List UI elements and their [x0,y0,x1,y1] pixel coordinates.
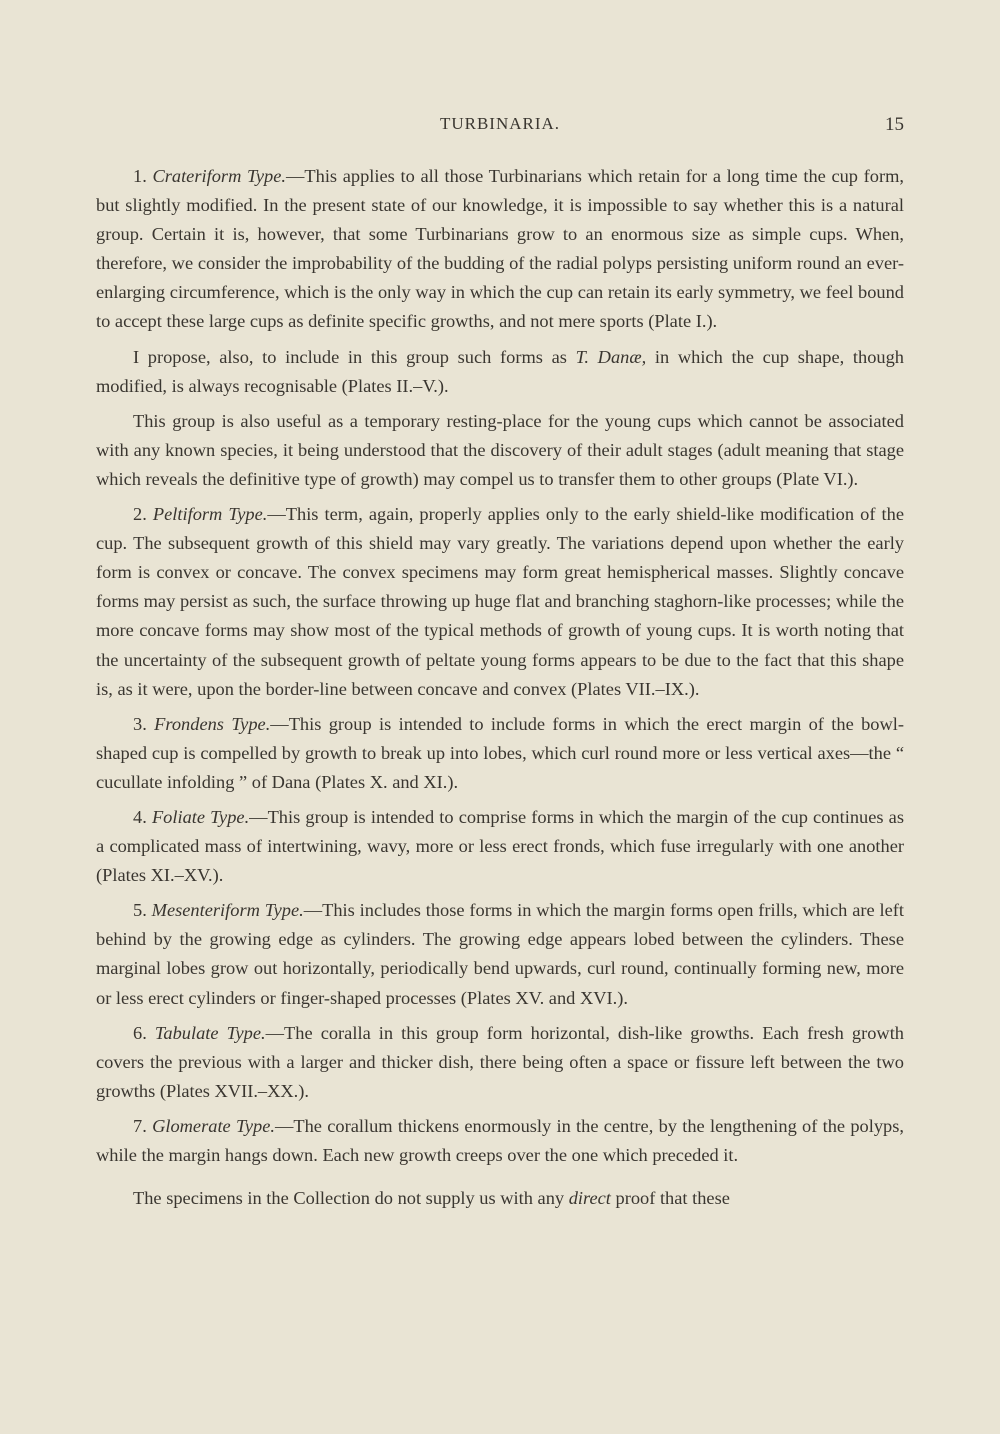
paragraph-text: —This includes those forms in which the margin forms open frills, which are left behind by the growing edge as cylinders. The growing edge appears lobed between the cylinders. These marginal lobes grow out horizontally, periodically bend upwards, curl round, continually forming new, more or less erect cylinders or finger-shaped processes (Plates XV. and XVI.). [96,900,904,1008]
item-number: 2. [133,504,153,525]
paragraph-crateriform [96,162,904,337]
type-heading: Tabulate Type. [154,1022,266,1043]
paragraph-glomerate [96,1112,904,1170]
paragraph-text: in which the cup shape, though modified, is always recognisable (Plates II.–V.). [96,346,904,396]
type-heading: Mesenteriform Type. [151,900,304,921]
page-number: 15 [885,114,904,135]
type-heading: Glomerate Type. [152,1115,275,1136]
paragraph-peltiform [96,500,904,704]
paragraph-tdanae [96,343,904,401]
item-number: 3. [133,713,155,734]
paragraph-text: —This group is intended to comprise forms in which the margin of the cup continues as a complicated mass of intertwining, wavy, more or less erect fronds, which fuse irregularly with one another (Plates XI.–XV.). [96,806,904,886]
running-header [96,114,904,140]
paragraph-text: —This term, again, properly applies only to the early shield-like modification of the cup. The subsequent growth of this shield may vary greatly. The variations depend upon whether the early form is convex or concave. The convex specimens may form great hemispherical masses. Slightly concave forms may persist as such, the surface throwing up huge flat and branching staghorn-like processes; while the more concave forms may show most of the typical methods of growth of young cups. It is worth noting that the uncertainty of the subsequent growth of peltate young forms appears to be due to the fact that this shape is, as it were, upon the border-line between concave and convex (Plates VII.–IX.). [96,504,904,699]
item-number: 7. [133,1115,153,1136]
paragraph-frondens [96,710,904,797]
body-text [96,162,904,1219]
paragraph-text: —The coralla in this group form horizontal, dish-like growths. Each fresh growth covers the previous with a larger and thicker dish, there being often a space or fissure left between the two growths (Plates XVII.–XX.). [96,1022,905,1101]
running-title: TURBINARIA. [439,114,561,133]
paragraph-text: The specimens in the Collection do not supply us with any [133,1188,569,1209]
emphasis: direct [568,1188,611,1209]
paragraph-text: —This applies to all those Turbinarians which retain for a long time the cup form, but slightly modified. In the present state of our knowledge, it is impossible to say whether this is a natural group. Certain it is, however, that some Turbinarians grow to an enormous size as simple cups. When, therefore, we consider the improbability of the budding of the radial polyps persisting uniform round an ever-enlarging circumference, which is the only way in which the cup can retain its early symmetry, we feel bound to accept these large cups as definite specific growths, and not mere sports (Plate I.). [96,166,905,332]
paragraph-specimens [96,1184,904,1213]
type-heading: Crateriform Type. [152,166,286,186]
paragraph-text: —The corallum thickens enormously in the centre, by the lengthening of the polyps, while the margin hangs down. Each new growth creeps over the one which preceded it. [96,1115,905,1165]
item-number: 1. [133,166,153,186]
type-heading: Peltiform Type. [152,504,268,525]
item-number: 5. [133,900,152,921]
paragraph-mesenteriform [96,896,904,1012]
type-heading: Frondens Type. [154,713,271,734]
paragraph-text: proof that these [610,1188,730,1209]
item-number: 6. [133,1022,155,1043]
paragraph-tabulate [96,1019,904,1106]
paragraph-foliate [96,803,904,890]
type-heading: Foliate Type. [151,806,250,827]
paragraph-resting-place [96,407,904,494]
paragraph-text: This group is also useful as a temporary resting-place for the young cups which cannot be associated with any known species, it being understood that the discovery of their adult stages (adult meaning that stage which reveals the definitive type of growth) may compel us to transfer them to other groups (Plate VI.). [96,410,904,489]
item-number: 4. [133,806,152,827]
species-name: T. Danæ, [575,346,647,367]
paragraph-text: —This group is intended to include forms in which the erect margin of the bowl-shaped cup is compelled by growth to break up into lobes, which curl round more or less vertical axes—the “ cucullate infolding ” of Dana (Plates X. and XI.). [96,713,905,792]
paragraph-text: I propose, also, to include in this group such forms as [133,346,576,367]
